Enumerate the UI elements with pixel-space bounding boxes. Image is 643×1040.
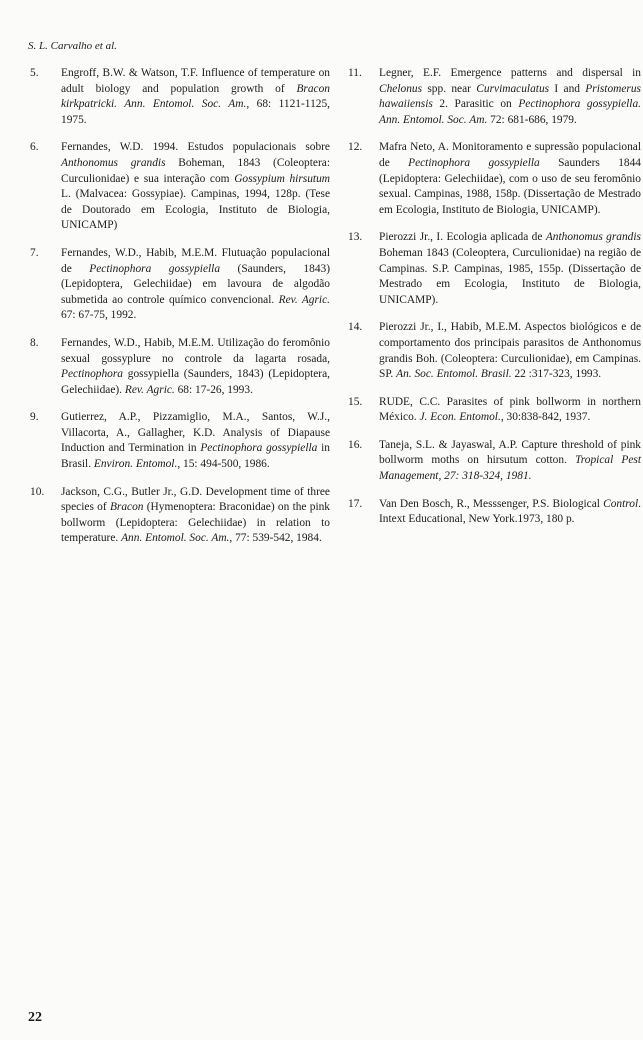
reference-italic-segment: Pectinophora gossypiella (89, 262, 221, 275)
reference-item (30, 485, 330, 547)
reference-segment: 68: 17-26, 1993. (174, 383, 253, 396)
reference-segment: Engroff, B.W. & Watson, T.F. Influence of temperature on adult biology and population growth of (61, 67, 330, 95)
reference-italic-segment: Pristomerus hawaiiensis (379, 82, 641, 111)
reference-italic-segment: Pectinophora gossypiella. Ann. Entomol. Soc. Am. (379, 98, 642, 126)
reference-number: 6. (30, 141, 39, 154)
reference-text (379, 497, 641, 528)
reference-segment: Jackson, C.G., Butler Jr., G.D. Development time of three species of (61, 485, 330, 514)
reference-segment: Mafra Neto, A. Monitoramento e supressão populacional de (379, 141, 641, 169)
page-number: 22 (28, 1010, 42, 1025)
reference-item (348, 320, 641, 382)
reference-italic-segment: Anthonomus grandis (545, 231, 641, 244)
reference-number: 13. (348, 231, 363, 244)
reference-italic-segment: Ann. Entomol. Soc. Am. (121, 532, 230, 545)
reference-segment: , 77: 539-542, 1984. (229, 532, 322, 545)
reference-segment: Saunders 1844 (Lepidoptera: Gelechiidae), com o uso de seu feromônio sexual. Campinas, 1988, 158p. (Dissertação de Mestrado em Ecologia, Instituto de Biologia, UNICAMP). (379, 156, 641, 216)
reference-text (379, 395, 641, 426)
reference-segment: 22 :317-323, 1993. (511, 368, 602, 381)
reference-segment: Pierozzi Jr., I. Ecologia aplicada de (379, 231, 546, 244)
reference-number: 9. (30, 411, 39, 424)
reference-text (379, 66, 641, 128)
reference-segment: (Hymenoptera: Braconidae) on the pink bollworm (Lepidoptera: Gelechiidae) in relation to temperature. (61, 501, 331, 545)
reference-segment: Fernandes, W.D., Habib, M.E.M. Utilização do feromônio sexual gossyplure no controle da lagarta rosada, (61, 336, 330, 365)
reference-item (348, 230, 641, 308)
reference-italic-segment: Gossypium hirsutum (234, 172, 330, 185)
reference-text (61, 66, 330, 128)
running-head: S. L. Carvalho et al. (28, 40, 117, 52)
reference-segment: Fernandes, W.D. 1994. Estudos populacionais sobre (61, 141, 330, 154)
reference-segment: . Intext Educational, New York.1973, 180 p. (379, 497, 641, 526)
reference-text (61, 336, 330, 398)
reference-item (348, 497, 641, 528)
reference-italic-segment: Pectinophora gossypiella (200, 442, 318, 455)
reference-segment: , 68: 1121-1125, 1975. (61, 98, 330, 126)
reference-item (30, 246, 330, 324)
reference-text (61, 246, 330, 324)
reference-italic-segment: J. Econ. Entomol. (419, 411, 501, 424)
reference-number: 16. (348, 438, 363, 451)
reference-segment: Fernandes, W.D., Habib, M.E.M. Flutuação populacional de (61, 246, 330, 275)
reference-item (348, 438, 641, 485)
references-left-column (30, 66, 330, 559)
reference-italic-segment: Tropical Pest Management, 27: 318-324, 1981. (379, 454, 641, 483)
reference-item (30, 410, 330, 472)
reference-italic-segment: An. Soc. Entomol. Brasil. (396, 368, 512, 381)
reference-number: 12. (348, 141, 363, 154)
reference-segment: 2. Parasitic on (432, 98, 519, 111)
reference-segment: gossypiella (Saunders, 1843) (Lepidoptera, Gelechiidae). (61, 368, 330, 396)
reference-segment: RUDE, C.C. Parasites of pink bollworm in northern México. (379, 395, 641, 424)
reference-segment: spp. near (422, 82, 477, 95)
reference-italic-segment: Chelonus (379, 82, 423, 95)
reference-italic-segment: Rev. Agric. (124, 383, 175, 396)
reference-number: 8. (30, 336, 39, 349)
reference-segment: Van Den Bosch, R., Messsenger, P.S. Biological (379, 497, 604, 510)
reference-italic-segment: Curvimaculatus (476, 82, 550, 95)
reference-number: 10. (30, 485, 45, 498)
reference-italic-segment: Environ. Entomol. (93, 458, 178, 471)
reference-segment: Pierozzi Jr., I., Habib, M.E.M. Aspectos biológicos e de comportamento dos principais parasitos de Anthonomus grandis Boh. (Coleoptera: Curculionidae), em Campinas. SP. (379, 321, 641, 381)
reference-segment: Legner, E.F. Emergence patterns and dispersal in (379, 67, 641, 79)
reference-text (379, 438, 641, 485)
reference-item (348, 140, 641, 218)
reference-text (61, 140, 330, 234)
reference-text (379, 230, 641, 308)
reference-number: 5. (30, 67, 39, 79)
reference-text (379, 320, 641, 382)
reference-segment: , 30:838-842, 1937. (500, 411, 591, 424)
reference-italic-segment: Rev. Agric. (278, 293, 330, 306)
reference-italic-segment: Bracon kirkpatricki. Ann. Entomol. Soc. Am. (61, 82, 330, 111)
reference-item (30, 336, 330, 398)
reference-number: 14. (348, 321, 363, 334)
reference-italic-segment: Pectinophora (61, 368, 124, 381)
reference-text (61, 485, 330, 547)
reference-item (30, 66, 330, 128)
reference-segment: Taneja, S.L. & Jayaswal, A.P. Capture threshold of pink bollworm moths on hirsutum cotton. (379, 438, 641, 467)
reference-item (348, 395, 641, 426)
reference-italic-segment: Anthonomus grandis (61, 156, 166, 169)
reference-number: 15. (348, 395, 363, 408)
references-right-column (348, 66, 641, 540)
reference-text (61, 410, 330, 472)
reference-segment: 67: 67-75, 1992. (61, 309, 137, 322)
reference-text (379, 140, 641, 218)
reference-italic-segment: Bracon (109, 501, 144, 514)
reference-segment: Gutierrez, A.P., Pizzamiglio, M.A., Santos, W.J., Villacorta, A., Gallagher, K.D. Analysis of Diapause Induction and Termination in (61, 411, 330, 455)
reference-segment: I and (549, 82, 586, 95)
reference-number: 7. (30, 246, 39, 259)
reference-italic-segment: Pectinophora gossypiella (408, 156, 540, 169)
reference-item (30, 140, 330, 234)
reference-segment: (Saunders, 1843) (Lepidoptera, Gelechiidae) em lavoura de algodão submetida ao controle químico convencional. (61, 262, 331, 306)
reference-segment: 72: 681-686, 1979. (487, 113, 577, 126)
reference-segment: in Brasil. (61, 442, 331, 471)
reference-segment: , 15: 494-500, 1986. (177, 458, 270, 471)
reference-number: 17. (348, 497, 363, 510)
reference-segment: L. (Malvacea: Gossypiae). Campinas, 1994, 128p. (Tese de Doutorado em Ecologia, Instituto de Biologia, UNICAMP) (61, 188, 330, 232)
reference-segment: Boheman 1843 (Coleoptera, Curculionidae) na região de Campinas. S.P. Campinas, 1985, 155p. (Dissertação de Mestrado em Ecologia, Instituto de Biologia, UNICAMP). (379, 246, 641, 306)
reference-italic-segment: Control (603, 497, 639, 510)
reference-item (348, 66, 641, 128)
reference-number: 11. (348, 67, 362, 79)
reference-segment: Boheman, 1843 (Coleoptera: Curculionidae) e sua interação com (61, 156, 330, 185)
